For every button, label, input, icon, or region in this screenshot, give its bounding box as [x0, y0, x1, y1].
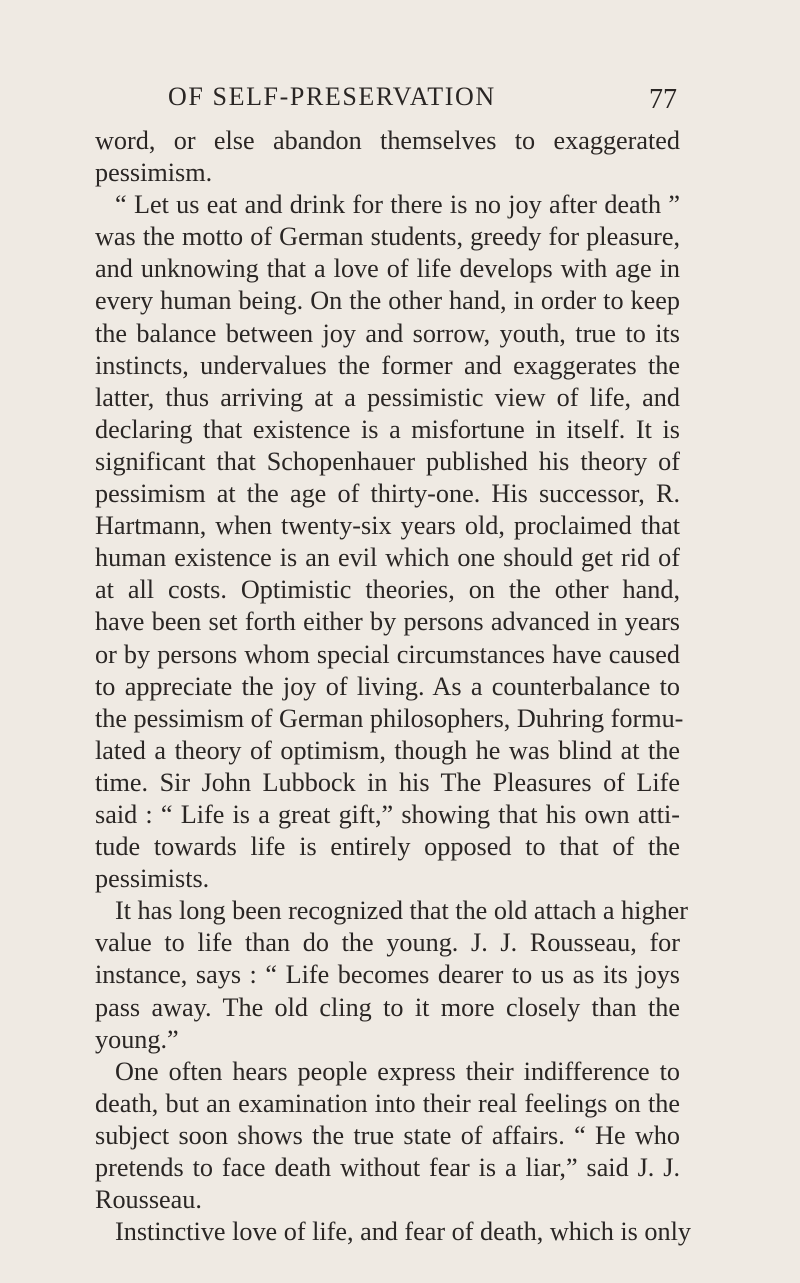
page-number: 77: [649, 84, 677, 115]
text-line: and unknowing that a love of life develops with age in: [95, 254, 680, 284]
text-line: at all costs. Optimistic theories, on the other hand,: [95, 575, 680, 605]
text-line: said : “ Life is a great gift,” showing that his own atti-: [95, 799, 680, 829]
text-line: latter, thus arriving at a pessimistic view of life, and: [95, 382, 680, 412]
text-line: One often hears people express their indifference to: [115, 1056, 680, 1086]
text-line: Instinctive love of life, and fear of death, which is only: [115, 1217, 691, 1247]
text-line: young.”: [95, 1024, 179, 1054]
text-line: “ Let us eat and drink for there is no joy after death ”: [115, 190, 680, 220]
text-line: Hartmann, when twenty-six years old, proclaimed that: [95, 511, 680, 541]
running-head: OF SELF-PRESERVATION: [168, 82, 496, 111]
text-line: pass away. The old cling to it more closely than the: [95, 992, 680, 1022]
text-line: instance, says : “ Life becomes dearer to us as its joys: [95, 960, 680, 990]
text-line: instincts, undervalues the former and exaggerates the: [95, 350, 680, 380]
text-line: was the motto of German students, greedy for pleasure,: [95, 222, 680, 252]
text-line: pretends to face death without fear is a liar,” said J. J.: [95, 1153, 680, 1182]
text-line: It has long been recognized that the old attach a higher: [115, 896, 688, 926]
text-line: declaring that existence is a misfortune in itself. It is: [95, 414, 680, 444]
text-line: the balance between joy and sorrow, youth, true to its: [95, 318, 680, 348]
text-line: or by persons whom special circumstances have caused: [95, 639, 680, 669]
text-line: subject soon shows the true state of affairs. “ He who: [95, 1120, 680, 1150]
text-line: pessimism at the age of thirty-one. His successor, R.: [95, 479, 680, 509]
text-line: tude towards life is entirely opposed to that of the: [95, 832, 680, 862]
text-line: word, or else abandon themselves to exaggerated: [95, 126, 680, 155]
text-line: human existence is an evil which one should get rid of: [95, 543, 680, 573]
text-line: have been set forth either by persons advanced in years: [95, 607, 680, 637]
text-line: lated a theory of optimism, though he was blind at the: [95, 735, 680, 765]
text-line: the pessimism of German philosophers, Duhring formu-: [95, 703, 684, 733]
text-line: pessimism.: [95, 158, 213, 188]
text-line: significant that Schopenhauer published his theory of: [95, 446, 680, 476]
body-text: [95, 125, 691, 1248]
text-line: pessimists.: [95, 864, 210, 894]
text-line: every human being. On the other hand, in order to keep: [95, 286, 680, 316]
text-line: Rousseau.: [95, 1185, 202, 1215]
text-line: value to life than do the young. J. J. Rousseau, for: [95, 928, 680, 958]
text-line: time. Sir John Lubbock in his The Pleasures of Life: [95, 767, 680, 797]
text-line: to appreciate the joy of living. As a counterbalance to: [95, 671, 680, 701]
page-header: [0, 82, 800, 116]
text-line: death, but an examination into their real feelings on the: [95, 1088, 680, 1118]
